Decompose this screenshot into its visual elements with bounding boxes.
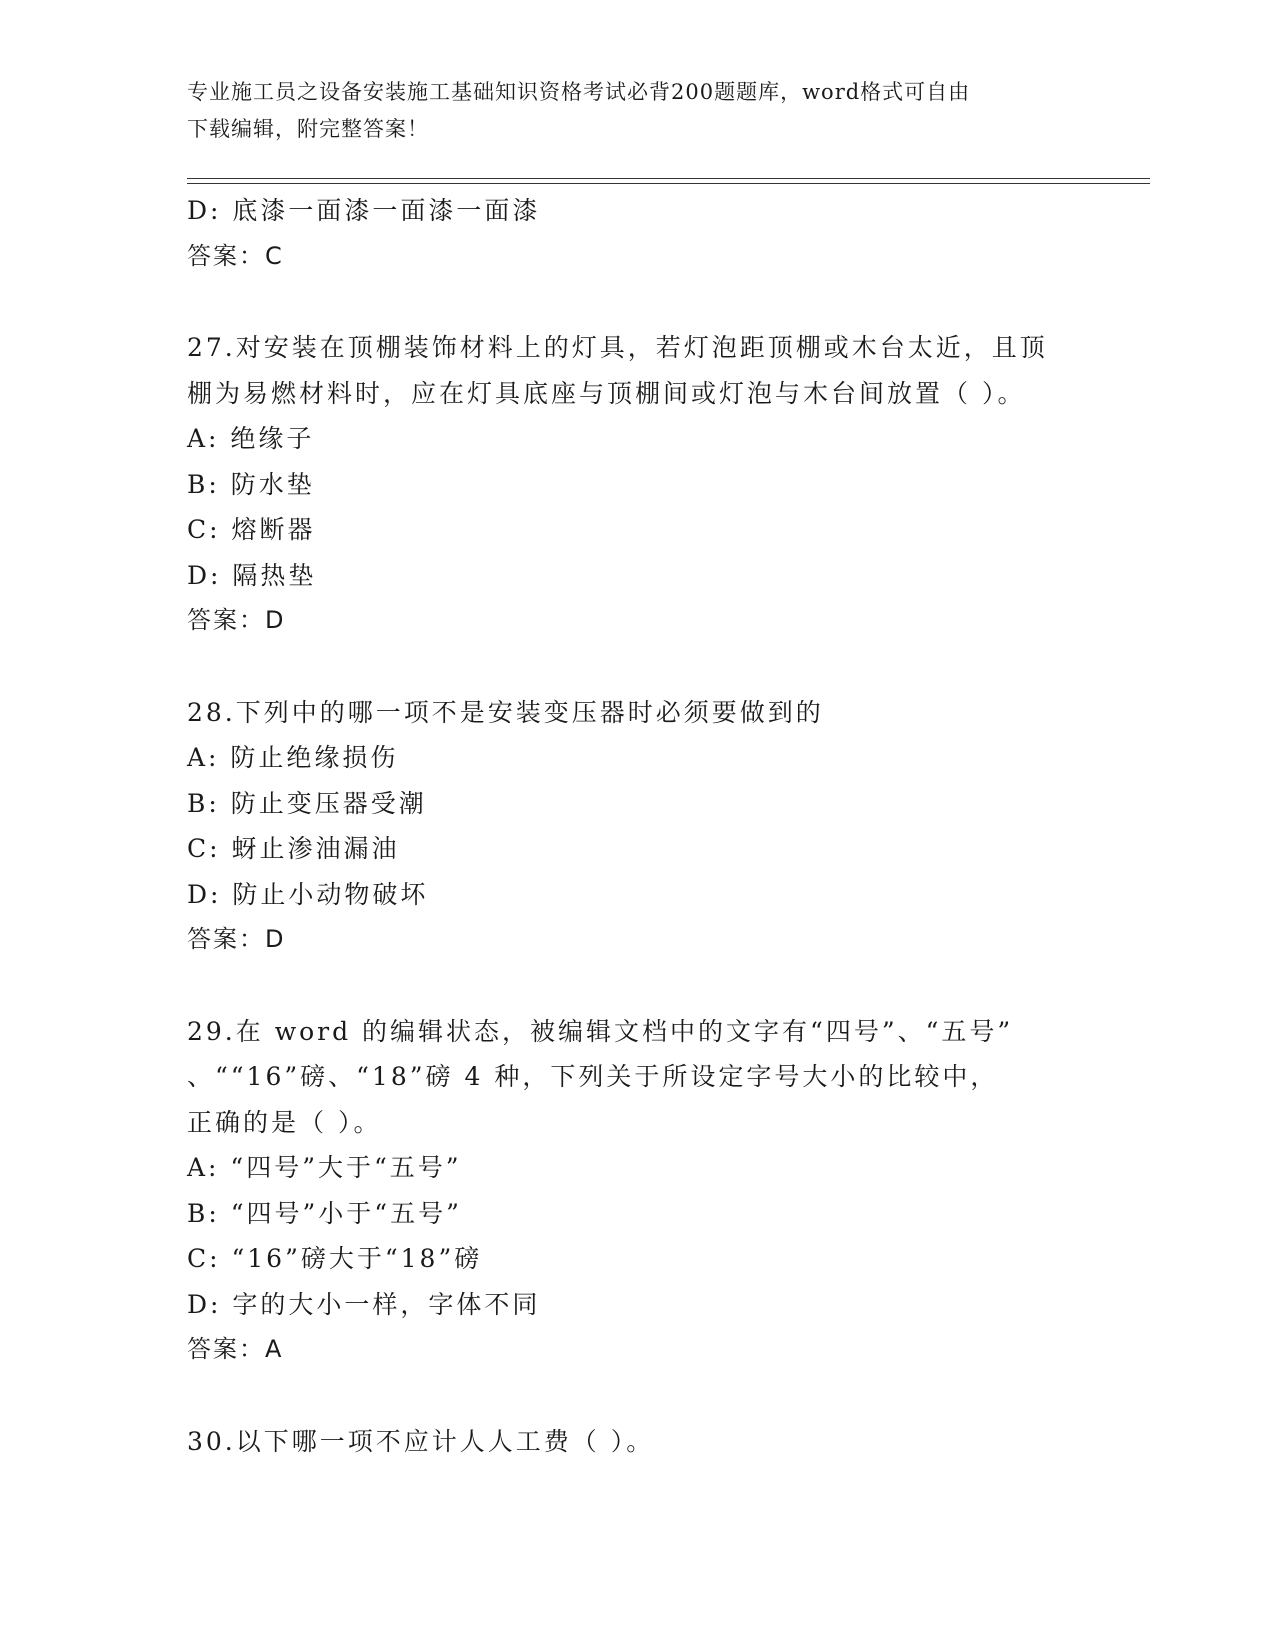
answer: 答案：D <box>187 925 286 953</box>
answer: 答案：A <box>187 1335 284 1363</box>
option-c: C: 蚜止渗油漏油 <box>187 834 400 863</box>
answer: 答案：D <box>187 606 286 634</box>
header-rule-bottom <box>187 183 1150 184</box>
spacer <box>187 1373 1087 1419</box>
header-line-1: 专业施工员之设备安装施工基础知识资格考试必背200题题库，word格式可自由 <box>187 80 971 104</box>
option-d: D: 隔热垫 <box>187 560 317 590</box>
option-b: B: 防止变压器受潮 <box>187 788 427 818</box>
question-text: 28.下列中的哪一项不是安装变压器时必须要做到的 <box>187 697 824 727</box>
question-30 <box>187 1419 1087 1465</box>
spacer <box>187 963 1087 1009</box>
spacer <box>187 644 1087 690</box>
question-text: 29.在 word 的编辑状态，被编辑文档中的文字有“四号”、“五号” <box>187 1016 1014 1046</box>
option-c: C: 熔断器 <box>187 515 316 544</box>
question-28 <box>187 690 1087 963</box>
spacer <box>187 279 1087 325</box>
option-b: B: “四号”小于“五号” <box>187 1198 462 1228</box>
question-text: 正确的是（ ）。 <box>187 1107 382 1137</box>
question-text: 30.以下哪一项不应计人人工费（ ）。 <box>187 1426 655 1456</box>
header-rule-top <box>187 178 1150 179</box>
question-27 <box>187 325 1087 644</box>
question-29 <box>187 1009 1087 1373</box>
question-text: 、““16”磅、“18”磅 4 种，下列关于所设定字号大小的比较中， <box>187 1062 999 1091</box>
option-a: A: “四号”大于“五号” <box>187 1153 462 1182</box>
option-a: A: 绝缘子 <box>187 424 315 453</box>
question-text: 棚为易燃材料时，应在灯具底座与顶棚间或灯泡与木台间放置（ ）。 <box>187 378 1026 408</box>
option-d: D: 防止小动物破坏 <box>187 879 429 909</box>
option-c: C: “16”磅大于“18”磅 <box>187 1244 483 1273</box>
header-line-2: 下载编辑，附完整答案！ <box>187 117 429 141</box>
option-d: D: 字的大小一样，字体不同 <box>187 1289 541 1319</box>
question-list <box>187 188 1087 1464</box>
option-a: A: 防止绝缘损伤 <box>187 743 399 772</box>
document-header <box>187 74 1067 148</box>
answer: 答案：C <box>187 241 284 270</box>
option-d: D: 底漆一面漆一面漆一面漆 <box>187 196 541 225</box>
question-text: 27.对安装在顶棚装饰材料上的灯具，若灯泡距顶棚或木台太近，且顶 <box>187 333 1048 362</box>
option-b: B: 防水垫 <box>187 469 315 499</box>
